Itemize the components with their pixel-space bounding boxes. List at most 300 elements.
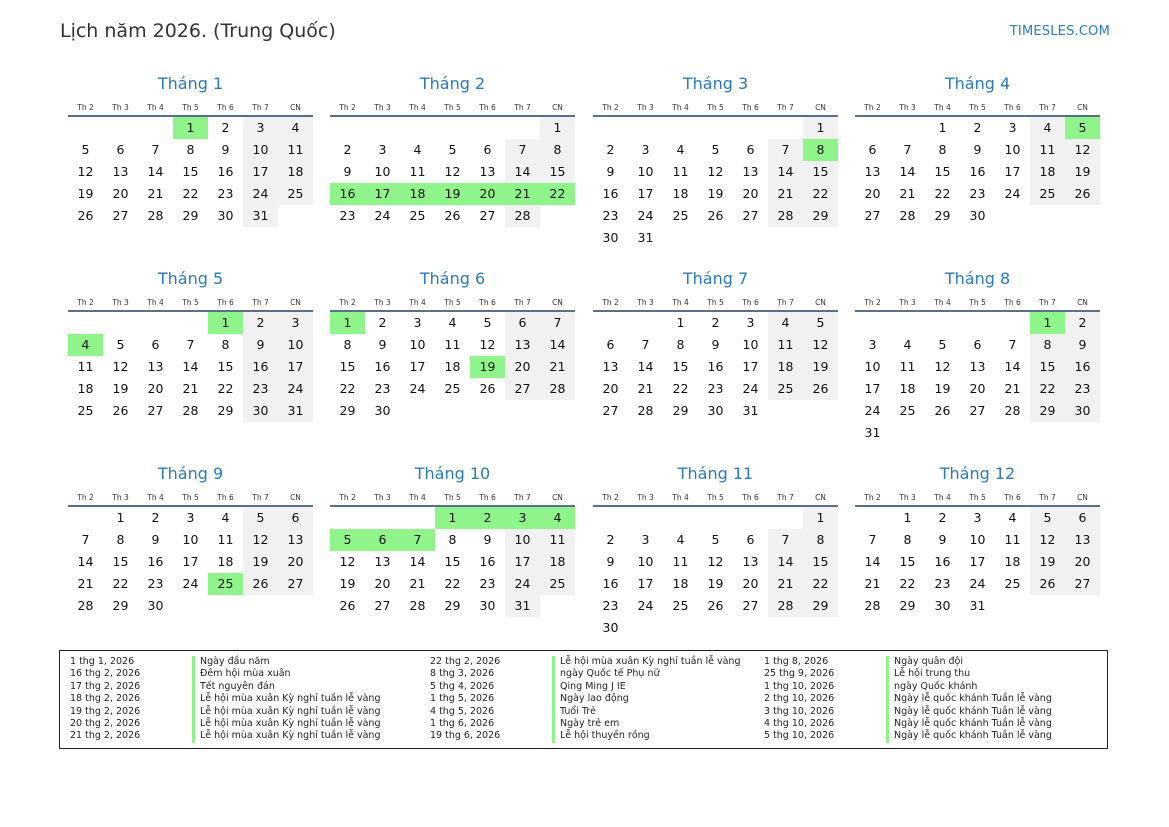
day-cell: 23: [602, 208, 619, 223]
day-cell: 8: [676, 337, 685, 352]
day-cell: 27: [1065, 573, 1100, 595]
day-cell: 30: [707, 403, 724, 418]
holiday-day-cell: 18: [400, 183, 435, 205]
weekday-label: Th 2: [864, 298, 881, 307]
holiday-day-cell: 7: [400, 529, 435, 551]
day-grid: [593, 507, 838, 639]
day-cell: 31: [278, 400, 313, 422]
day-cell: 7: [641, 337, 650, 352]
holiday-row: [430, 718, 740, 730]
day-cell: 28: [540, 378, 575, 400]
day-cell: 6: [278, 507, 313, 529]
month-calendar: [855, 73, 1100, 227]
holiday-row: [764, 693, 1052, 705]
day-cell: 26: [112, 403, 129, 418]
weekday-label: Th 4: [409, 103, 426, 112]
day-cell: 24: [637, 598, 654, 613]
day-cell: 6: [505, 312, 540, 334]
holiday-name: Lễ hội mùa xuân Kỳ nghỉ tuần lễ vàng: [192, 730, 380, 742]
holiday-date: 22 thg 2, 2026: [430, 656, 501, 667]
holiday-row: [430, 693, 740, 705]
day-cell: 14: [899, 164, 916, 179]
day-cell: 4: [221, 510, 230, 525]
day-cell: 10: [742, 337, 759, 352]
day-cell: 14: [768, 551, 803, 573]
holiday-name: Tuổi Trẻ: [552, 706, 596, 718]
day-cell: 26: [77, 208, 94, 223]
day-cell: 2: [711, 315, 720, 330]
day-cell: 5: [1030, 507, 1065, 529]
weekday-label: CN: [815, 493, 826, 502]
day-cell: 2: [243, 312, 278, 334]
day-cell: 15: [339, 359, 356, 374]
weekday-label: Th 5: [707, 103, 724, 112]
day-cell: 13: [742, 164, 759, 179]
holiday-column-2: [430, 656, 740, 743]
month-name: Tháng 6: [419, 269, 486, 288]
day-cell: 21: [1004, 381, 1021, 396]
day-cell: 5: [711, 142, 720, 157]
day-cell: 25: [409, 208, 426, 223]
day-cell: 29: [444, 598, 461, 613]
weekday-label: Th 4: [409, 493, 426, 502]
weekday-label: Th 2: [77, 298, 94, 307]
day-cell: 6: [746, 142, 755, 157]
day-cell: 12: [707, 164, 724, 179]
day-cell: 18: [768, 356, 803, 378]
day-cell: 14: [505, 161, 540, 183]
month-calendar: [68, 463, 313, 617]
weekday-label: Th 7: [777, 493, 794, 502]
day-cell: 4: [1008, 510, 1017, 525]
holiday-row: [70, 718, 380, 730]
day-cell: 13: [742, 554, 759, 569]
month-name: Tháng 9: [157, 464, 224, 483]
day-cell: 6: [483, 142, 492, 157]
day-cell: 27: [969, 403, 986, 418]
weekday-label: Th 6: [479, 103, 496, 112]
weekday-label: Th 4: [934, 493, 951, 502]
day-cell: 3: [1008, 120, 1017, 135]
weekday-label: Th 6: [479, 493, 496, 502]
weekday-label: Th 4: [934, 298, 951, 307]
weekday-label: Th 4: [934, 103, 951, 112]
day-cell: 21: [768, 573, 803, 595]
day-cell: 21: [147, 186, 164, 201]
day-cell: 19: [707, 576, 724, 591]
day-cell: 23: [479, 576, 496, 591]
day-cell: 30: [243, 400, 278, 422]
weekday-label: Th 7: [252, 103, 269, 112]
day-cell: 3: [746, 315, 755, 330]
day-cell: 17: [864, 381, 881, 396]
day-cell: 6: [973, 337, 982, 352]
holiday-date: 21 thg 2, 2026: [70, 730, 141, 742]
day-cell: 18: [899, 381, 916, 396]
day-cell: 16: [707, 359, 724, 374]
day-cell: 31: [505, 595, 540, 617]
day-cell: 2: [378, 315, 387, 330]
day-cell: 29: [934, 208, 951, 223]
site-link[interactable]: TIMESLES.COM: [1009, 24, 1110, 39]
day-cell: 7: [868, 532, 877, 547]
day-cell: 29: [112, 598, 129, 613]
day-cell: 7: [151, 142, 160, 157]
day-cell: 22: [339, 381, 356, 396]
day-cell: 27: [505, 378, 540, 400]
weekday-label: Th 5: [969, 493, 986, 502]
month-name: Tháng 7: [682, 269, 749, 288]
weekday-label: Th 7: [1039, 298, 1056, 307]
day-cell: 22: [672, 381, 689, 396]
weekday-label: Th 7: [514, 103, 531, 112]
day-cell: 26: [803, 378, 838, 400]
day-cell: 15: [803, 551, 838, 573]
weekday-header: [855, 297, 1100, 312]
day-cell: 25: [77, 403, 94, 418]
day-cell: 12: [707, 554, 724, 569]
day-cell: 24: [864, 403, 881, 418]
day-cell: 30: [147, 598, 164, 613]
day-cell: 15: [540, 161, 575, 183]
day-cell: 17: [182, 554, 199, 569]
day-cell: 19: [243, 551, 278, 573]
day-cell: 21: [540, 356, 575, 378]
weekday-label: CN: [552, 103, 563, 112]
holiday-name: Ngày trẻ em: [552, 718, 619, 730]
day-cell: 19: [112, 381, 129, 396]
day-cell: 20: [374, 576, 391, 591]
day-cell: 8: [803, 529, 838, 551]
day-cell: 11: [899, 359, 916, 374]
weekday-label: Th 6: [1004, 103, 1021, 112]
day-cell: 24: [278, 378, 313, 400]
day-cell: 10: [182, 532, 199, 547]
day-cell: 16: [1065, 356, 1100, 378]
weekday-label: Th 6: [217, 493, 234, 502]
weekday-label: Th 5: [707, 298, 724, 307]
day-cell: 13: [374, 554, 391, 569]
day-cell: 28: [77, 598, 94, 613]
day-cell: 5: [81, 142, 90, 157]
day-cell: 12: [803, 334, 838, 356]
holiday-row: [764, 706, 1052, 718]
day-cell: 12: [1030, 529, 1065, 551]
weekday-label: Th 2: [339, 493, 356, 502]
holiday-row: [764, 681, 1052, 693]
holiday-date: 18 thg 2, 2026: [70, 693, 141, 705]
day-cell: 8: [186, 142, 195, 157]
day-cell: 26: [934, 403, 951, 418]
day-cell: 12: [339, 554, 356, 569]
weekday-header: [330, 297, 575, 312]
day-cell: 20: [742, 576, 759, 591]
holiday-date: 16 thg 2, 2026: [70, 668, 141, 680]
holiday-day-cell: 17: [365, 183, 400, 205]
day-cell: 3: [973, 510, 982, 525]
day-cell: 17: [505, 551, 540, 573]
day-cell: 23: [707, 381, 724, 396]
weekday-label: Th 6: [742, 298, 759, 307]
day-cell: 4: [1030, 117, 1065, 139]
day-cell: 22: [1030, 378, 1065, 400]
holiday-name: Lễ hội mùa xuân Kỳ nghỉ tuần lễ vàng: [552, 656, 740, 668]
day-cell: 28: [182, 403, 199, 418]
day-cell: 27: [112, 208, 129, 223]
day-cell: 23: [217, 186, 234, 201]
holiday-day-cell: 6: [365, 529, 400, 551]
day-cell: 19: [77, 186, 94, 201]
day-cell: 16: [969, 164, 986, 179]
day-cell: 13: [1065, 529, 1100, 551]
day-cell: 18: [278, 161, 313, 183]
day-cell: 1: [938, 120, 947, 135]
holiday-name: ngày Quốc tế Phụ nữ: [552, 668, 660, 680]
day-cell: 20: [112, 186, 129, 201]
holiday-date: 5 thg 10, 2026: [764, 730, 835, 742]
weekday-label: Th 7: [1039, 493, 1056, 502]
day-cell: 26: [339, 598, 356, 613]
day-cell: 16: [479, 554, 496, 569]
day-cell: 28: [768, 205, 803, 227]
day-cell: 17: [243, 161, 278, 183]
day-cell: 14: [182, 359, 199, 374]
day-cell: 14: [409, 554, 426, 569]
holiday-date: 4 thg 5, 2026: [430, 705, 495, 717]
weekday-label: Th 2: [339, 103, 356, 112]
holiday-date: 8 thg 3, 2026: [430, 668, 495, 680]
weekday-label: Th 3: [637, 298, 654, 307]
day-cell: 1: [803, 507, 838, 529]
holiday-list: [59, 650, 1108, 749]
day-cell: 28: [147, 208, 164, 223]
day-cell: 8: [221, 337, 230, 352]
day-cell: 19: [803, 356, 838, 378]
weekday-header: [68, 102, 313, 117]
day-cell: 26: [1065, 183, 1100, 205]
day-cell: 12: [444, 164, 461, 179]
day-cell: 11: [278, 139, 313, 161]
day-cell: 31: [969, 598, 986, 613]
day-cell: 18: [77, 381, 94, 396]
month-calendar: [68, 73, 313, 227]
holiday-day-cell: 16: [330, 183, 365, 205]
holiday-date: 4 thg 10, 2026: [764, 717, 835, 729]
holiday-name: Ngày lễ quốc khánh Tuần lễ vàng: [886, 693, 1052, 705]
weekday-label: Th 5: [707, 493, 724, 502]
day-cell: 3: [378, 142, 387, 157]
day-cell: 7: [903, 142, 912, 157]
day-cell: 2: [1065, 312, 1100, 334]
day-cell: 22: [217, 381, 234, 396]
day-cell: 24: [969, 576, 986, 591]
weekday-label: Th 7: [777, 298, 794, 307]
day-cell: 23: [934, 576, 951, 591]
day-cell: 17: [278, 356, 313, 378]
day-cell: 28: [899, 208, 916, 223]
day-cell: 13: [479, 164, 496, 179]
day-cell: 22: [803, 573, 838, 595]
day-cell: 30: [1065, 400, 1100, 422]
day-cell: 1: [540, 117, 575, 139]
month-name: Tháng 12: [939, 464, 1016, 483]
holiday-date: 17 thg 2, 2026: [70, 680, 141, 692]
weekday-label: Th 2: [77, 493, 94, 502]
day-cell: 4: [676, 532, 685, 547]
day-cell: 13: [969, 359, 986, 374]
weekday-label: Th 6: [742, 493, 759, 502]
day-cell: 12: [934, 359, 951, 374]
day-cell: 9: [606, 554, 615, 569]
day-cell: 29: [672, 403, 689, 418]
holiday-date: 19 thg 6, 2026: [430, 730, 501, 742]
day-cell: 14: [768, 161, 803, 183]
holiday-name: Lễ hội mùa xuân Kỳ nghỉ tuần lễ vàng: [192, 718, 380, 730]
day-cell: 16: [602, 186, 619, 201]
day-cell: 5: [938, 337, 947, 352]
day-cell: 28: [637, 403, 654, 418]
day-cell: 9: [1065, 334, 1100, 356]
day-cell: 26: [707, 598, 724, 613]
holiday-row: [764, 718, 1052, 730]
day-cell: 28: [768, 595, 803, 617]
day-cell: 20: [278, 551, 313, 573]
day-cell: 20: [969, 381, 986, 396]
weekday-label: CN: [290, 298, 301, 307]
weekday-label: Th 4: [147, 493, 164, 502]
weekday-label: CN: [815, 103, 826, 112]
day-cell: 29: [899, 598, 916, 613]
day-cell: 15: [672, 359, 689, 374]
day-cell: 22: [444, 576, 461, 591]
day-cell: 19: [1065, 161, 1100, 183]
holiday-name: Lễ hội trung thu: [886, 668, 970, 680]
day-cell: 11: [217, 532, 234, 547]
holiday-row: [430, 706, 740, 718]
day-cell: 21: [77, 576, 94, 591]
holiday-day-cell: 2: [470, 507, 505, 529]
weekday-label: Th 4: [672, 298, 689, 307]
day-cell: 10: [243, 139, 278, 161]
day-cell: 20: [147, 381, 164, 396]
day-cell: 27: [602, 403, 619, 418]
day-cell: 3: [243, 117, 278, 139]
day-cell: 8: [448, 532, 457, 547]
day-cell: 22: [112, 576, 129, 591]
holiday-date: 1 thg 6, 2026: [430, 717, 495, 729]
day-cell: 18: [1004, 554, 1021, 569]
day-cell: 18: [444, 359, 461, 374]
weekday-label: CN: [1077, 103, 1088, 112]
weekday-label: Th 7: [252, 493, 269, 502]
holiday-date: 1 thg 1, 2026: [70, 656, 135, 667]
holiday-date: 19 thg 2, 2026: [70, 705, 141, 717]
day-cell: 10: [505, 529, 540, 551]
holiday-row: [70, 706, 380, 718]
day-cell: 21: [637, 381, 654, 396]
weekday-label: Th 4: [409, 298, 426, 307]
day-cell: 20: [864, 186, 881, 201]
holiday-day-cell: 20: [470, 183, 505, 205]
holiday-row: [70, 656, 380, 668]
weekday-label: CN: [1077, 298, 1088, 307]
day-cell: 7: [540, 312, 575, 334]
holiday-name: Qing Ming J IE: [552, 681, 626, 693]
day-cell: 10: [1004, 142, 1021, 157]
day-cell: 21: [864, 576, 881, 591]
day-cell: 10: [278, 334, 313, 356]
weekday-label: Th 7: [252, 298, 269, 307]
holiday-name: Lễ hội thuyền rồng: [552, 730, 650, 742]
weekday-label: Th 3: [899, 103, 916, 112]
day-cell: 15: [934, 164, 951, 179]
month-calendar: [855, 463, 1100, 617]
day-cell: 24: [637, 208, 654, 223]
day-cell: 11: [672, 554, 689, 569]
day-cell: 26: [479, 381, 496, 396]
day-cell: 23: [147, 576, 164, 591]
day-cell: 26: [1030, 573, 1065, 595]
holiday-name: ngày Quốc khánh: [886, 681, 977, 693]
weekday-label: CN: [815, 298, 826, 307]
day-grid: [68, 507, 313, 617]
weekday-label: Th 3: [637, 103, 654, 112]
day-cell: 26: [243, 573, 278, 595]
weekday-label: Th 7: [777, 103, 794, 112]
day-cell: 5: [116, 337, 125, 352]
day-cell: 7: [81, 532, 90, 547]
day-cell: 7: [505, 139, 540, 161]
day-cell: 2: [606, 142, 615, 157]
day-cell: 14: [77, 554, 94, 569]
day-cell: 18: [217, 554, 234, 569]
day-cell: 21: [899, 186, 916, 201]
month-calendar: [593, 73, 838, 249]
day-cell: 24: [182, 576, 199, 591]
holiday-day-cell: 4: [540, 507, 575, 529]
day-grid: [593, 117, 838, 249]
day-cell: 3: [278, 312, 313, 334]
day-cell: 2: [221, 120, 230, 135]
day-cell: 1: [903, 510, 912, 525]
day-cell: 25: [1030, 183, 1065, 205]
day-cell: 1: [676, 315, 685, 330]
day-cell: 9: [606, 164, 615, 179]
day-cell: 11: [77, 359, 94, 374]
day-cell: 8: [540, 139, 575, 161]
day-cell: 3: [413, 315, 422, 330]
day-cell: 6: [868, 142, 877, 157]
day-grid: [855, 117, 1100, 227]
weekday-label: Th 5: [182, 493, 199, 502]
day-cell: 4: [768, 312, 803, 334]
day-cell: 5: [483, 315, 492, 330]
day-cell: 29: [803, 205, 838, 227]
holiday-row: [430, 681, 740, 693]
day-cell: 25: [768, 378, 803, 400]
weekday-label: CN: [290, 493, 301, 502]
holiday-day-cell: 3: [505, 507, 540, 529]
day-cell: 24: [742, 381, 759, 396]
day-cell: 1: [116, 510, 125, 525]
day-cell: 23: [1065, 378, 1100, 400]
day-grid: [68, 312, 313, 422]
day-cell: 13: [602, 359, 619, 374]
month-name: Tháng 1: [157, 74, 224, 93]
day-cell: 25: [899, 403, 916, 418]
weekday-label: Th 4: [672, 103, 689, 112]
holiday-name: Tết nguyên đán: [192, 681, 275, 693]
